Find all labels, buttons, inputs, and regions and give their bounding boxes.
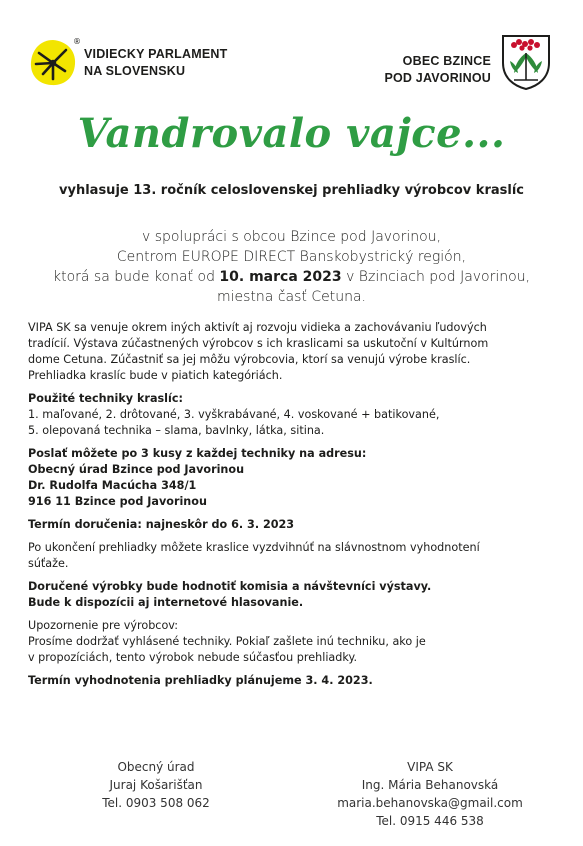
intro-line2: tradícií. Výstava zúčastnených výrobcov s ich kraslicami sa uskutoční v Kultúrnom: [28, 337, 489, 350]
footer-right-line1: VIPA SK: [407, 760, 453, 774]
techniques-line1: 1. maľované, 2. drôtované, 3. vyškrabávané, 4. voskované + batikované,: [28, 408, 440, 421]
evaluation-line1: Doručené výrobky bude hodnotiť komisia a návštevníci výstavy.: [28, 580, 432, 593]
footer-left-line1: Obecný úrad: [117, 760, 195, 774]
event-title: Vandrovalo vajce...: [77, 110, 506, 157]
coop-line1: v spolupráci s obcou Bzince pod Javorinou,: [141, 229, 442, 245]
notice-paragraph: [28, 618, 558, 666]
pickup-line1: Po ukončení prehliadky môžete kraslice vyzdvihnúť na slávnostnom vyhodnotení: [28, 541, 480, 554]
event-date: 10. marca 2023: [219, 269, 342, 285]
pickup-line2: súťaže.: [28, 557, 69, 570]
coop-line4: miestna časť Cetuna.: [217, 289, 366, 305]
techniques-line2: 5. olepovaná technika – slama, bavlnky, látka, sitina.: [28, 424, 325, 437]
vps-org-line1: VIDIECKY PARLAMENT: [84, 47, 228, 61]
footer-contact-municipality: [76, 758, 236, 812]
coop-line3: [0, 267, 583, 287]
address-line2: Obecný úrad Bzince pod Javorinou: [28, 463, 245, 476]
bzince-crest-icon: [500, 33, 552, 91]
pickup-paragraph: [28, 540, 558, 572]
notice-line2: Prosíme dodržať vyhlásené techniky. Pokiaľ zašlete inú techniku, ako je: [28, 635, 426, 648]
vps-logo-icon: [28, 38, 78, 88]
footer-right-line2: Ing. Mária Behanovská: [361, 778, 499, 792]
notice-line3: v propozíciách, tento výrobok nebude súčasťou prehliadky.: [28, 651, 358, 664]
event-subtitle: vyhlasuje 13. ročník celoslovenskej prehliadky výrobcov kraslíc: [59, 183, 524, 198]
address-line1: Poslať môžete po 3 kusy z každej techniky na adresu:: [28, 447, 367, 460]
registered-mark: ®: [73, 37, 81, 46]
notice-line1: Upozornenie pre výrobcov:: [28, 619, 179, 632]
evaluation-line2: Bude k dispozícii aj internetové hlasovanie.: [28, 596, 304, 609]
evaluation-paragraph: [28, 579, 558, 611]
footer-right-phone: Tel. 0915 446 538: [376, 814, 484, 828]
evaluation-date: Termín vyhodnotenia prehliadky plánujeme 3. 4. 2023.: [28, 674, 373, 687]
address-paragraph: [28, 446, 558, 510]
vps-org-line2: NA SLOVENSKU: [84, 64, 186, 78]
footer-right-email: maria.behanovska@gmail.com: [337, 796, 523, 810]
footer-left-phone: Tel. 0903 508 062: [102, 796, 210, 810]
obec-org-line2: POD JAVORINOU: [384, 71, 491, 85]
intro-line3: dome Cetuna. Zúčastniť sa jej môžu výrobcovia, ktorí sa venujú výrobe kraslíc.: [28, 353, 471, 366]
coop-line3-post: v Bzinciach pod Javorinou,: [341, 269, 531, 285]
techniques-paragraph: [28, 391, 558, 439]
delivery-deadline: Termín doručenia: najneskôr do 6. 3. 2023: [28, 518, 295, 531]
footer-left-line2: Juraj Košarišťan: [109, 778, 203, 792]
obec-org-name: [384, 53, 491, 87]
coop-line3-pre: ktorá sa bude konať od: [52, 269, 220, 285]
intro-line4: Prehliadka kraslíc bude v piatich kategóriách.: [28, 369, 283, 382]
coop-line2: Centrom EUROPE DIRECT Banskobystrický región,: [116, 249, 467, 265]
footer-contact-vipa: [320, 758, 540, 830]
body-text: [28, 320, 558, 696]
intro-paragraph: [28, 320, 558, 384]
address-line4: 916 11 Bzince pod Javorinou: [28, 495, 207, 508]
intro-line1: VIPA SK sa venuje okrem iných aktivít aj rozvoju vidieka a zachovávaniu ľudových: [28, 321, 487, 334]
address-line3: Dr. Rudolfa Macúcha 348/1: [28, 479, 197, 492]
cooperation-block: [0, 227, 583, 307]
obec-org-line1: OBEC BZINCE: [402, 54, 491, 68]
vps-org-name: [84, 46, 227, 80]
techniques-heading: Použité techniky kraslíc:: [28, 392, 183, 405]
